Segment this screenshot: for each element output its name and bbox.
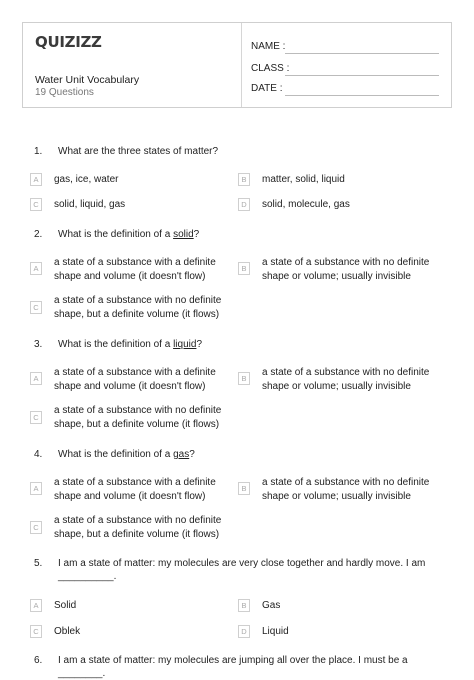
- option-text: a state of a substance with no definite shape, but a definite volume (it flows): [54, 515, 222, 540]
- option-letter-box: A: [30, 482, 42, 495]
- question-text: I am a state of matter: my molecules are very close together and hardly move. I am __________.: [58, 558, 426, 582]
- option-letter-box: C: [30, 625, 42, 638]
- question-text: What is the definition of a liquid?: [58, 339, 202, 350]
- option-text: a state of a substance with no definite shape or volume; usually invisible: [262, 367, 430, 392]
- option-letter-box: B: [238, 599, 250, 612]
- underlined-term: gas: [173, 449, 190, 460]
- option-text: Gas: [262, 600, 281, 611]
- underlined-term: solid: [173, 229, 194, 240]
- option-letter-box: C: [30, 301, 42, 314]
- question-text: What are the three states of matter?: [58, 146, 219, 157]
- option-text: Solid: [54, 600, 77, 611]
- option-text: solid, liquid, gas: [54, 199, 126, 210]
- question-number: 3.: [34, 339, 43, 350]
- option-letter-box: D: [238, 198, 250, 211]
- option-letter-box: B: [238, 262, 250, 275]
- name-label: NAME :: [251, 41, 286, 52]
- question-count: 19 Questions: [35, 87, 94, 98]
- question-text: I am a state of matter: my molecules are jumping all over the place. I must be a ________.: [58, 655, 408, 679]
- option-text: a state of a substance with a definite shape and volume (it doesn't flow): [54, 257, 216, 282]
- option-letter-box: B: [238, 173, 250, 186]
- option-text: matter, solid, liquid: [262, 174, 345, 185]
- question-number: 1.: [34, 146, 43, 157]
- option-letter-box: C: [30, 411, 42, 424]
- underlined-term: liquid: [173, 339, 197, 350]
- option-text: a state of a substance with no definite shape or volume; usually invisible: [262, 257, 430, 282]
- option-text: a state of a substance with a definite shape and volume (it doesn't flow): [54, 367, 216, 392]
- question-text: What is the definition of a gas?: [58, 449, 195, 460]
- option-text: a state of a substance with no definite shape, but a definite volume (it flows): [54, 295, 222, 320]
- option-text: a state of a substance with no definite shape, but a definite volume (it flows): [54, 405, 222, 430]
- worksheet-title: Water Unit Vocabulary: [35, 74, 140, 86]
- worksheet-header: [22, 22, 452, 108]
- option-text: a state of a substance with no definite shape or volume; usually invisible: [262, 477, 430, 502]
- date-line: [285, 95, 439, 96]
- option-letter-box: B: [238, 372, 250, 385]
- option-letter-box: C: [30, 198, 42, 211]
- option-letter-box: D: [238, 625, 250, 638]
- option-text: gas, ice, water: [54, 174, 119, 185]
- question-number: 4.: [34, 449, 43, 460]
- question-number: 5.: [34, 558, 43, 569]
- option-text: a state of a substance with a definite shape and volume (it doesn't flow): [54, 477, 216, 502]
- class-field[interactable]: [251, 63, 289, 74]
- header-divider: [241, 23, 242, 107]
- option-letter-box: C: [30, 521, 42, 534]
- date-field[interactable]: [251, 83, 282, 94]
- option-letter-box: A: [30, 372, 42, 385]
- option-letter-box: A: [30, 262, 42, 275]
- question-text: What is the definition of a solid?: [58, 229, 200, 240]
- option-letter-box: B: [238, 482, 250, 495]
- option-letter-box: A: [30, 173, 42, 186]
- question-number: 2.: [34, 229, 43, 240]
- option-text: solid, molecule, gas: [262, 199, 350, 210]
- option-text: Liquid: [262, 626, 289, 637]
- option-letter-box: A: [30, 599, 42, 612]
- question-number: 6.: [34, 655, 43, 666]
- quizizz-logo: QUIZIZZ: [35, 33, 102, 51]
- class-line: [285, 75, 439, 76]
- option-text: Oblek: [54, 626, 81, 637]
- class-label: CLASS :: [251, 63, 290, 74]
- name-line: [285, 53, 439, 54]
- date-label: DATE :: [251, 83, 283, 94]
- name-field[interactable]: [251, 41, 285, 52]
